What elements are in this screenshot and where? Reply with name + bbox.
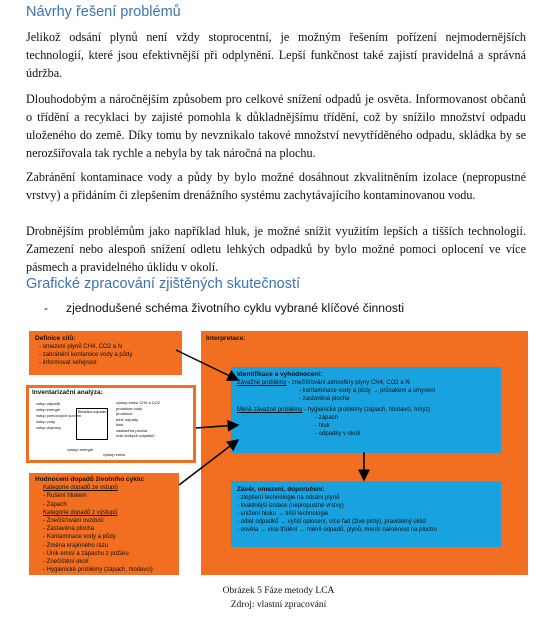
inventar-right-item: produkce vody: [116, 405, 143, 411]
mene-zavazne-text: - hygienické problémy (zápach, hlodavci, hmyz): [302, 407, 431, 413]
identifikace-item: - odpadky v okolí: [315, 431, 361, 437]
hodnoceni-item: - Zastavěná plocha: [43, 526, 95, 533]
inventar-right-item: únik lehkých odpadků: [116, 433, 155, 438]
inventar-right-item: hluk: [116, 422, 124, 427]
definice-item: - omezení plynů CH4, CO2 a N: [39, 344, 123, 350]
inventar-bottom-left: výstup energie: [67, 447, 94, 452]
arrow-definice: [176, 350, 238, 380]
identifikace-item: - zastavěná plocha: [299, 396, 350, 402]
hodnoceni-item: - Zápach: [43, 501, 67, 508]
zavazne-problemy-label: Závažné problémy: [237, 380, 287, 386]
hodnoceni-title: Hodnocení dopadů životního cyklu:: [35, 476, 145, 483]
definice-item: - informovat veřejnost: [39, 360, 97, 366]
identifikace-title: Identifikace a vyhodnocení:: [237, 371, 323, 378]
identifikace-item: - kontaminace vody a půdy → průsakem a smyvem: [299, 388, 436, 394]
inventar-right-item: tuhé odpady: [116, 416, 139, 422]
figure-caption: Obrázek 5 Fáze metody LCA: [222, 586, 335, 596]
paragraph-1: Jelikož odsání plynů není vždy stoprocentní, je možným řešením pořízení nejmodernějších technologií, které jsou efektivnější při odplynění. Lepší funkčnost také zajistí pravidelná a správná údržba.: [26, 30, 526, 80]
zaver-item: - kvalitnější izolace (nepropustné vrstvy): [237, 503, 344, 509]
hodnoceni-sub2: Kategorie dopadů z výstupů: [43, 509, 118, 516]
hodnoceni-item: - Změna krajinného rázu: [43, 542, 109, 549]
zavazne-problemy-text: - znečišťování atmosféry plyny CH4, CO2 a N: [286, 380, 410, 386]
hodnoceni-item: - Znečištění okolí: [43, 559, 89, 566]
bullet-text: zjednodušené schéma životního cyklu vybrané klíčové činnosti: [66, 301, 405, 315]
inventar-right-item: výstup emisí CH4 a CO2: [116, 400, 161, 405]
diagram-arrows: [26, 328, 530, 578]
mene-zavazne-label: Méně závažné problémy: [237, 407, 303, 413]
zaver-item: - zlepšení technologie na odsání plynů: [237, 495, 340, 501]
definice-title: Definice cílů:: [35, 335, 76, 342]
inventar-title: Inventarizační analýza:: [32, 389, 103, 396]
definice-item: - zabránění kontamice vody a půdy: [39, 352, 133, 358]
zaver-item: - odlet odpadků → vyšší oplocení, více řad (živé ploty), pravidelný úklid: [237, 519, 426, 525]
lca-diagram: [26, 328, 530, 578]
inventar-left-item: vstup dopravy: [36, 425, 61, 430]
bullet-item: - zjednodušené schéma životního cyklu vybrané klíčové činnosti: [44, 301, 405, 315]
paragraph-2: Dlouhodobým a náročnějším způsobem pro celkové snížení odpadů je osvěta. Informovanost občanů o třídění a recyklaci by zajisté pomohla k důkladnějšímu třídění, což by snížilo množství odpadu uloženého do země. Díky tomu by nevznikalo takové množství nevytříděného odpadu, skládka by se nerozšiřovala tak rychle a nebyla by tak náročná na plochu.: [26, 92, 526, 160]
identifikace-item: - hluk: [315, 423, 330, 429]
heading-graficke: Grafické zpracování zjištěných skutečností: [26, 276, 301, 292]
zaver-title: Závěr, omezení, doporučení:: [237, 486, 325, 493]
identifikace-item: - zápach: [315, 415, 339, 421]
inventar-center: Skládka odpadu: [77, 409, 107, 414]
paragraph-4: Drobnějším problémům jako například hluk, je možné snížit využitím lepších a tišších technologií. Zamezení nebo alespoň snížení odletu lehkých odpadků by bylo možné pomoci oplocení ve více pásmech a pravidelného úklidu v okolí.: [26, 224, 526, 274]
arrow-hodnoceni: [179, 440, 238, 485]
arrow-inventar: [196, 425, 238, 428]
inventar-left-item: vstup pomocných surovin: [36, 413, 82, 418]
inventar-right-item: produkce: [116, 411, 133, 416]
zaver-item: - osvěta → více třídění → méně odpadů, plynů, menší nároènost na plochu: [237, 527, 437, 533]
inventar-left-item: vstup vody: [36, 419, 56, 424]
hodnoceni-sub1: Kategorie dopadů ze vstupů: [43, 485, 118, 492]
zaver-item: - snížení hluku → tišší technologie: [237, 511, 329, 517]
inventar-right-item: zastavěná plocha: [116, 427, 148, 433]
hodnoceni-item: - Rušení hlukem: [43, 493, 87, 500]
hodnoceni-item: - Znečišťování ovzduší: [43, 518, 104, 525]
interpretace-title: Interpretace:: [206, 335, 246, 342]
hodnoceni-item: - Hygienické problémy (zápach, hlodavci): [43, 567, 153, 574]
inventar-bottom-right: výstup emisí: [103, 452, 126, 457]
figure-source: Zdroj: vlastní zpracování: [230, 600, 327, 610]
heading-navrhy: Návrhy řešení problémů: [26, 4, 181, 20]
inventar-left-item: vstup energie: [36, 407, 61, 412]
inventar-left-item: vstup odpadů: [36, 401, 61, 406]
hodnoceni-item: - Kontaminace vody a půdy: [43, 534, 116, 541]
paragraph-3: Zabránění kontaminace vody a půdy by bylo možné dosáhnout zkvalitněním izolace (nepropustné vrstvy) a přidáním či zlepšením drenážního systému zachytávajícího kontaminovanou vodu.: [26, 170, 526, 202]
hodnoceni-item: - Únik emisí a zápachu z požáru: [43, 550, 129, 557]
